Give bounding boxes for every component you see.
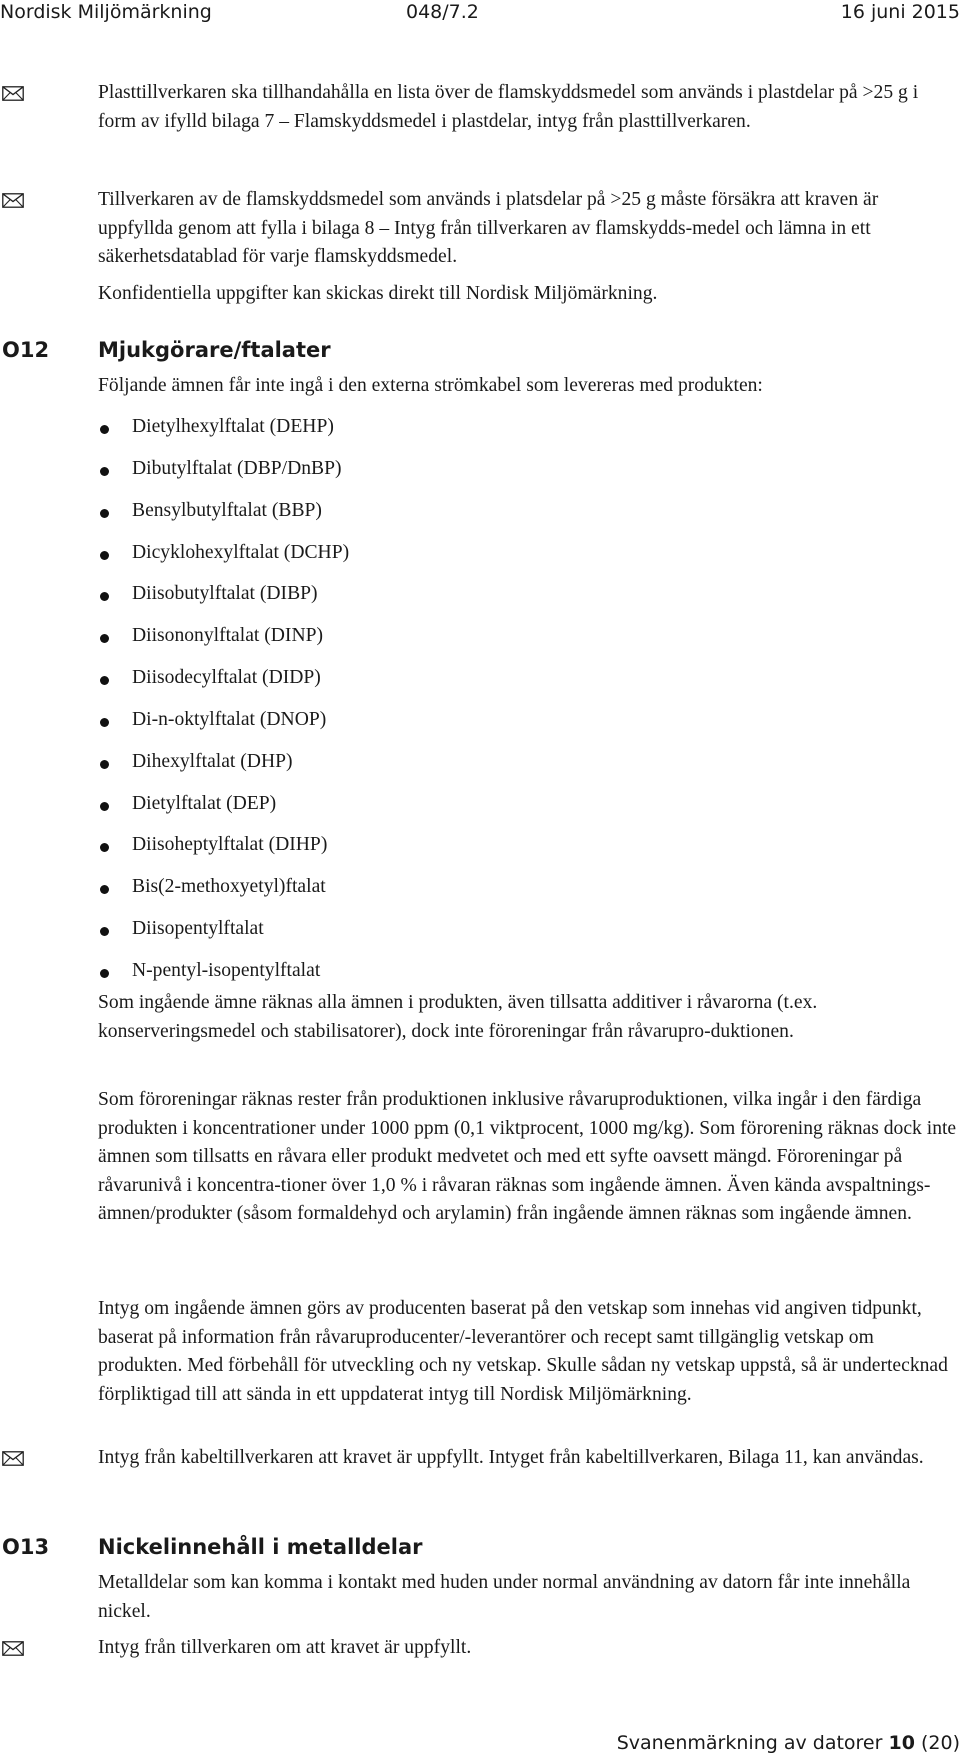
footer-label: Svanenmärkning av datorer xyxy=(616,1732,883,1754)
check-text-plastic-list: Plasttillverkaren ska tillhandahålla en lista över de flamskyddsmedel som används i plastdelar på >25 g i form av ifylld bilaga 7 – Flamskyddsmedel i plastdelar, intyg från plasttillverkaren. xyxy=(98,82,919,132)
bullet-dot-icon xyxy=(100,592,109,601)
header-org: Nordisk Miljömärkning xyxy=(0,1,212,23)
o12-paragraph-ingredients: Som ingående ämne räknas alla ämnen i produkten, även tillsatta additiver i råvarorna (t.ex. konserveringsmedel och stabilisatorer), dock inte föroreningar från råvarupro-duktionen. xyxy=(98,992,818,1042)
list-item: Di-n-oktylftalat (DNOP) xyxy=(98,704,798,746)
bullet-dot-icon xyxy=(100,676,109,685)
list-item: Diisodecylftalat (DIDP) xyxy=(98,662,798,704)
header-doc-number: 048/7.2 xyxy=(406,1,479,23)
requirement-title-o12: Mjukgörare/ftalater xyxy=(98,338,331,362)
envelope-icon xyxy=(2,1641,24,1656)
o12-intro: Följande ämnen får inte ingå i den externa strömkabel som levereras med produkten: xyxy=(98,375,763,396)
list-item: Diisobutylftalat (DIBP) xyxy=(98,578,798,620)
list-item: Dietylftalat (DEP) xyxy=(98,788,798,830)
list-item: Dihexylftalat (DHP) xyxy=(98,746,798,788)
envelope-icon xyxy=(2,86,24,101)
list-item: Bis(2-methoxyetyl)ftalat xyxy=(98,871,798,913)
bullet-dot-icon xyxy=(100,634,109,643)
bullet-dot-icon xyxy=(100,718,109,727)
list-item: Diisopentylftalat xyxy=(98,913,798,955)
bullet-dot-icon xyxy=(100,969,109,978)
list-item: Dibutylftalat (DBP/DnBP) xyxy=(98,453,798,495)
o12-check-text: Intyg från kabeltillverkaren att kravet är uppfyllt. Intyget från kabeltillverkaren, Bilaga 11, kan användas. xyxy=(98,1447,924,1468)
o12-paragraph-declaration: Intyg om ingående ämnen görs av producenten baserat på den vetskap som innehas vid angiven tidpunkt, baserat på information från råvaruproducenter/-leverantörer och recept samt tillgänglig vetskap om produkten. Med förbehåll för utveckling och ny vetskap. Skulle sådan ny vetskap uppstå, så är undertecknad förpliktigad till att sända in ett uppdaterat intyg till Nordisk Miljömärkning. xyxy=(98,1298,948,1405)
bullet-dot-icon xyxy=(100,802,109,811)
bullet-dot-icon xyxy=(100,467,109,476)
list-item: Diisononylftalat (DINP) xyxy=(98,620,798,662)
requirement-id-o13: O13 xyxy=(2,1535,50,1559)
bullet-dot-icon xyxy=(100,760,109,769)
bullet-dot-icon xyxy=(100,509,109,518)
list-item: Dietylhexylftalat (DEHP) xyxy=(98,411,798,453)
bullet-dot-icon xyxy=(100,551,109,560)
o13-check-text: Intyg från tillverkaren om att kravet är uppfyllt. xyxy=(98,1637,472,1658)
envelope-icon xyxy=(2,1451,24,1466)
bullet-dot-icon xyxy=(100,885,109,894)
requirement-title-o13: Nickelinnehåll i metalldelar xyxy=(98,1535,423,1559)
list-item: Bensylbutylftalat (BBP) xyxy=(98,495,798,537)
o12-paragraph-impurities: Som föroreningar räknas rester från produktionen inklusive råvaruproduktionen, vilka ingår i den färdiga produkten i koncentrationer under 1000 ppm (0,1 viktprocent, 1000 mg/kg). Som förorening räknas dock inte ämnen som tillsatts en råvara eller produkt medvetet och med ett syfte oavsett mängd. Föroreningar på råvarunivå i koncentra-tioner över 1,0 % i råvaran räknas som ingående ämnen. Även kända avspaltnings-ämnen/produkter (såsom formaldehyd och arylamin) från ingående ämnen räknas som ingående ämnen. xyxy=(98,1089,957,1225)
page-footer xyxy=(617,1732,960,1760)
check-text-flame-retardant: Tillverkaren av de flamskyddsmedel som används i platsdelar på >25 g måste försäkra att kraven är uppfyllda genom att fylla i bilaga 8 – Intyg från tillverkaren av flamskydds-medel och lämna in ett säkerhetsdatablad för varje flamskyddsmedel. xyxy=(98,189,879,268)
page-header xyxy=(0,0,960,28)
list-item: N-pentyl-isopentylftalat xyxy=(98,955,798,997)
list-item: Diisoheptylftalat (DIHP) xyxy=(98,829,798,871)
header-date: 16 juni 2015 xyxy=(840,1,960,23)
footer-page-total: (20) xyxy=(920,1732,960,1754)
requirement-id-o12: O12 xyxy=(2,338,50,362)
o13-text: Metalldelar som kan komma i kontakt med huden under normal användning av datorn får inte innehålla nickel. xyxy=(98,1572,911,1622)
confidential-note: Konfidentiella uppgifter kan skickas direkt till Nordisk Miljömärkning. xyxy=(98,283,658,304)
bullet-dot-icon xyxy=(100,843,109,852)
bullet-dot-icon xyxy=(100,927,109,936)
bullet-dot-icon xyxy=(100,425,109,434)
list-item: Dicyklohexylftalat (DCHP) xyxy=(98,537,798,579)
envelope-icon xyxy=(2,193,24,208)
footer-page-number: 10 xyxy=(888,1732,915,1754)
substance-list xyxy=(98,411,798,997)
